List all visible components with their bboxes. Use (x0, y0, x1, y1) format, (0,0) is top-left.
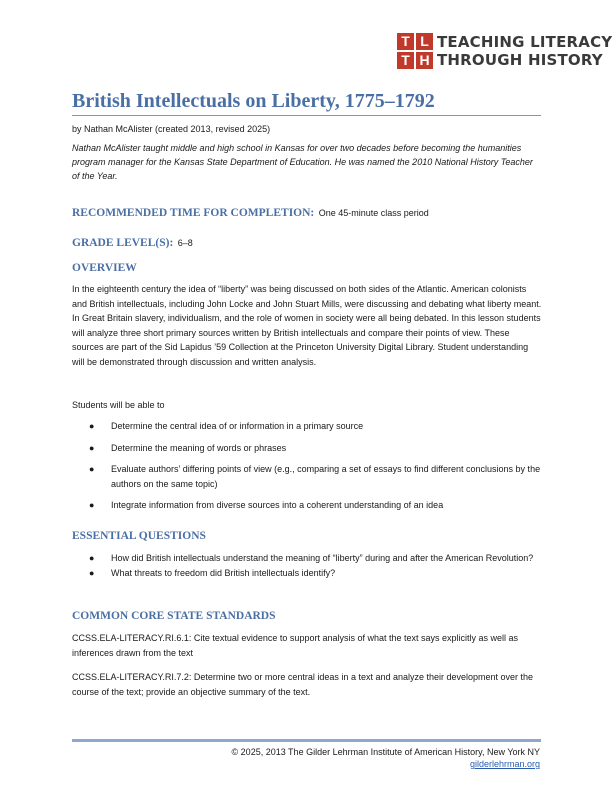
page-title: British Intellectuals on Liberty, 1775–1792 (72, 90, 435, 112)
bullet-icon: ● (89, 442, 95, 453)
logo-tiles (397, 33, 433, 69)
overview-section (72, 262, 542, 274)
website-link[interactable]: gilderlehrman.org (469, 759, 540, 769)
time-section (72, 203, 542, 221)
time-label: RECOMMENDED TIME FOR COMPLETION: (72, 207, 315, 219)
objective-text: Evaluate authors’ differing points of view (e.g., comparing a set of essays to find different conclusions by the authors on the same topic) (111, 464, 541, 489)
title-divider (72, 115, 541, 116)
bullet-icon: ● (89, 567, 95, 578)
list-item (89, 441, 541, 456)
bullet-icon: ● (89, 500, 95, 510)
list-item (89, 462, 541, 491)
logo-tile: T (397, 52, 414, 69)
objectives-list (89, 419, 541, 513)
question-text: What threats to freedom did British intellectuals identify? (111, 567, 336, 578)
copyright-text: © 2025, 2013 The Gilder Lehrman Institute of American History, New York NY (231, 747, 540, 757)
standards-section (72, 610, 542, 622)
objective-text: Determine the meaning of words or phrases (111, 442, 287, 453)
list-item (89, 498, 541, 513)
essential-heading: ESSENTIAL QUESTIONS (72, 530, 206, 542)
logo-line-2: THROUGH HISTORY (437, 51, 603, 69)
list-item (89, 551, 541, 566)
list-item (89, 419, 541, 434)
logo-tile: L (416, 33, 433, 50)
overview-heading: OVERVIEW (72, 262, 137, 274)
bullet-icon: ● (89, 553, 95, 563)
grade-value: 6–8 (177, 238, 193, 248)
essential-section (72, 530, 542, 542)
grade-section (72, 233, 542, 251)
essential-questions-list (89, 551, 541, 580)
author-byline: by Nathan McAlister (created 2013, revised 2025) (72, 124, 271, 134)
standard-item: CCSS.ELA-LITERACY.RI.6.1: Cite textual evidence to support analysis of what the text says explicitly as well as inferences drawn from the text (72, 633, 519, 658)
objective-text: Determine the central idea of or information in a primary source (111, 421, 364, 431)
objectives-intro: Students will be able to (72, 400, 165, 410)
author-bio: Nathan McAlister taught middle and high school in Kansas for over two decades before becoming the humanities program manager for the Kansas State Department of Education. He was named the 2010 National History Teacher of the Year. (72, 143, 533, 181)
time-value: One 45-minute class period (318, 208, 429, 218)
logo-wordmark (437, 33, 612, 69)
footer (232, 746, 540, 770)
list-item (89, 566, 541, 581)
grade-label: GRADE LEVEL(S): (72, 237, 174, 249)
objective-text: Integrate information from diverse sources into a coherent understanding of an idea (111, 500, 444, 510)
question-text: How did British intellectuals understand the meaning of “liberty” during and after the American Revolution? (111, 553, 534, 563)
bullet-icon: ● (89, 464, 95, 474)
bullet-icon: ● (89, 421, 95, 431)
overview-paragraph: In the eighteenth century the idea of “liberty” was being discussed on both sides of the Atlantic. American colonists and British intellectuals, including John Locke and John Stuart Mills, were discussing and debating what liberty meant. In Great Britain slavery, individualism, and the role of women in society were all being debated. In this lesson students will analyze three short primary sources written by British intellectuals and compare their points of view. These sources are part of the Sid Lapidus ’59 Collection at the Princeton University Digital Library. Student understanding will be demonstrated through discussion and written analysis. (72, 284, 542, 367)
standard-item: CCSS.ELA-LITERACY.RI.7.2: Determine two or more central ideas in a text and analyze their development over the course of the text; provide an objective summary of the text. (72, 672, 534, 697)
teaching-literacy-logo (397, 33, 612, 69)
logo-tile: H (416, 52, 433, 69)
logo-tile: T (397, 33, 414, 50)
logo-line-1: TEACHING LITERACY (437, 33, 612, 51)
standards-heading: COMMON CORE STATE STANDARDS (72, 610, 276, 622)
footer-divider (72, 739, 541, 742)
